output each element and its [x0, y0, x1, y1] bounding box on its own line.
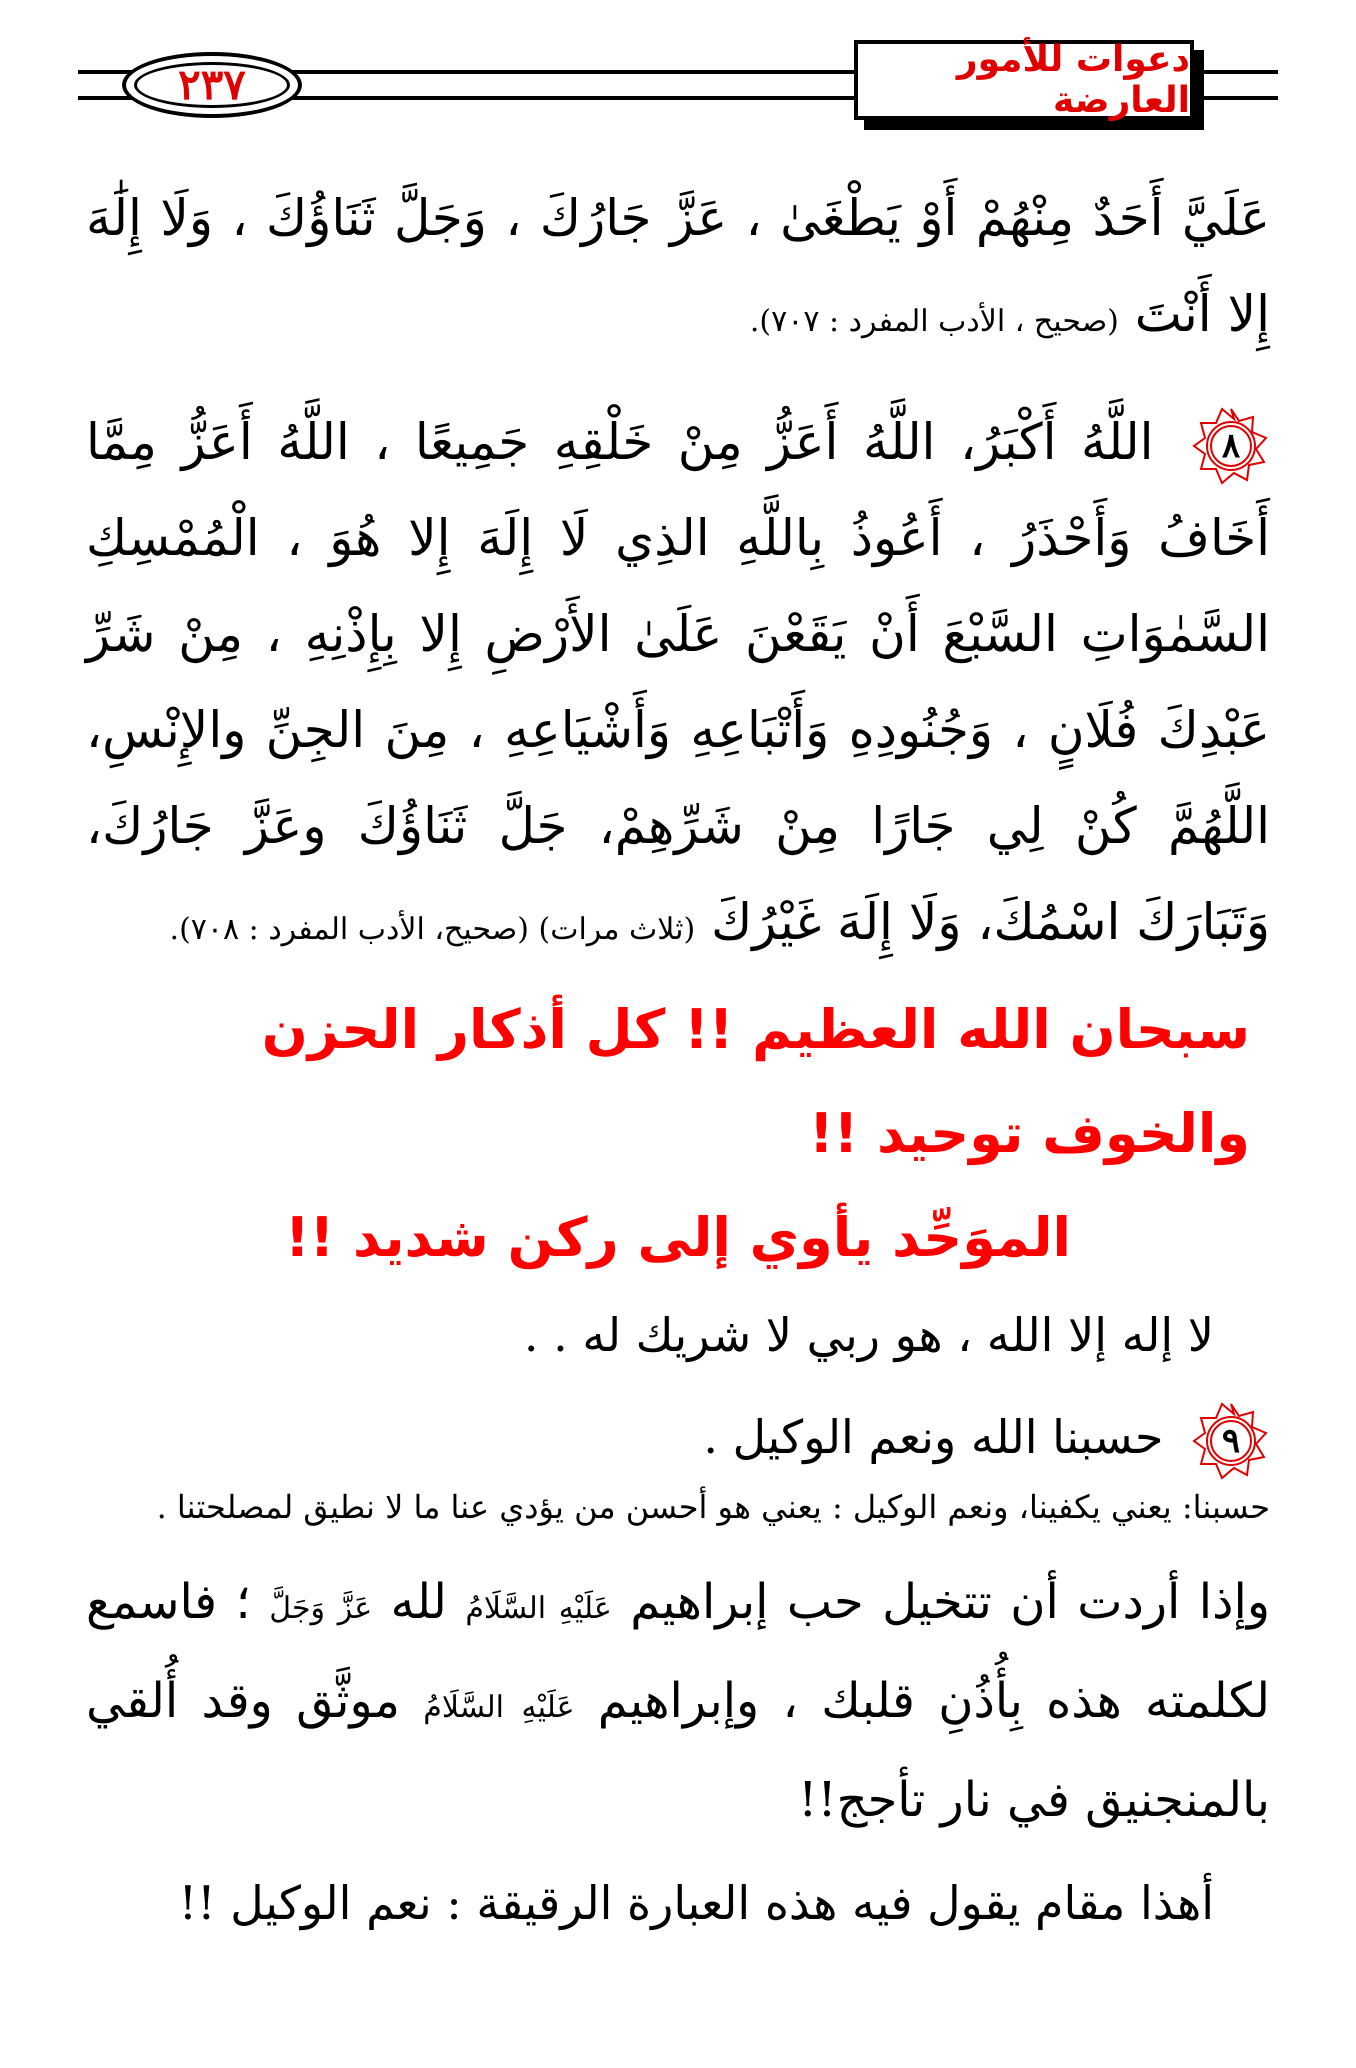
highlight-line-1: سبحان الله العظيم !! كل أذكار الحزن والخوف توحيد !! — [261, 998, 1250, 1165]
item-9-text: حسبنا الله ونعم الوكيل . — [703, 1410, 1164, 1464]
highlight-line-2: الموَحِّد يأوي إلى ركن شديد !! — [284, 1206, 1072, 1269]
item-8-reference: (ثلاث مرات) (صحيح، الأدب المفرد : ٧٠٨). — [169, 912, 696, 947]
item-9-ornament-badge — [1192, 1402, 1270, 1480]
item-8-paragraph — [86, 394, 1270, 978]
chapter-title-box — [854, 40, 1194, 120]
item-9-number: ٩ — [1221, 1421, 1241, 1461]
page-number-badge — [122, 52, 302, 118]
page-number: ٢٣٧ — [178, 60, 246, 109]
section-7-line1: عَلَيَّ أَحَدٌ مِنْهُمْ أَوْ يَطْغَىٰ ، عَزَّ جَارُكَ ، وَجَلَّ ثَنَاؤُكَ ، وَلَا إِلَٰهَ — [86, 189, 1270, 247]
ibrahim-part3: ؛ فاسمع لكلمته هذه بِأُذُنِ قلبك ، وإبراهيم — [86, 1574, 1271, 1729]
footnote-hasbuna: حسبنا: يعني يكفينا، ونعم الوكيل : يعني هو أحسن من يؤدي عنا ما لا نطيق لمصلحتنا . — [156, 1488, 1270, 1526]
ibrahim-paragraph — [86, 1556, 1270, 1846]
closing-line: أهذا مقام يقول فيه هذه العبارة الرقيقة : نعم الوكيل !! — [178, 1876, 1214, 1930]
ibrahim-part1: وإذا أردت أن تتخيل حب إبراهيم — [630, 1574, 1271, 1630]
ibrahim-part4: موثَّق وقد أُلقي بالمنجنيق في نار تأجج!! — [86, 1673, 1270, 1828]
section-7-reference: (صحيح ، الأدب المفرد : ٧٠٧). — [749, 304, 1119, 339]
item-9-row — [86, 1392, 1270, 1482]
ibrahim-part2: لله — [390, 1574, 447, 1630]
honorific-alayhi-salam-2: عَلَيْهِ السَّلَامُ — [423, 1690, 575, 1725]
tawhid-line: لا إله إلا الله ، هو ربي لا شريك له . . — [523, 1308, 1214, 1362]
honorific-azza-wajal: عَزَّ وَجَلَّ — [269, 1591, 373, 1626]
section-7-tail — [86, 170, 1270, 370]
page-content — [86, 170, 1270, 1948]
section-7-line2: إِلا أَنْتَ — [1134, 285, 1270, 343]
item-8-number: ٨ — [1221, 426, 1241, 466]
item-8-text: اللَّهُ أَكْبَرُ، اللَّهُ أَعَزُّ مِنْ خَلْقِهِ جَمِيعًا ، اللَّهُ أَعَزُّ مِمَّا أَخَافُ وَأَحْذَرُ ، أَعُوذُ بِاللَّهِ الذِي لَا إِلَهَ إِلا هُوَ ، الْمُمْسِكِ السَّمٰوَاتِ السَّبْعَ أَنْ يَقَعْنَ عَلَىٰ الأَرْضِ إِلا بِإِذْنِهِ ، مِنْ شَرِّ عَبْدِكَ فُلَانٍ ، وَجُنُودِهِ وَأَتْبَاعِهِ وَأَشْيَاعِهِ ، مِنَ الجِنِّ والإِنْسِ، اللَّهُمَّ كُنْ لِي جَارًا مِنْ شَرِّهِمْ، جَلَّ ثَنَاؤُكَ وعَزَّ جَارُكَ، وَتَبَارَكَ اسْمُكَ، وَلَا إِلَهَ غَيْرُكَ — [86, 413, 1270, 951]
item-8-ornament-badge — [1192, 407, 1270, 485]
chapter-title: دعوات للأمور العارضة — [956, 39, 1190, 121]
honorific-alayhi-salam-1: عَلَيْهِ السَّلَامُ — [465, 1591, 612, 1626]
